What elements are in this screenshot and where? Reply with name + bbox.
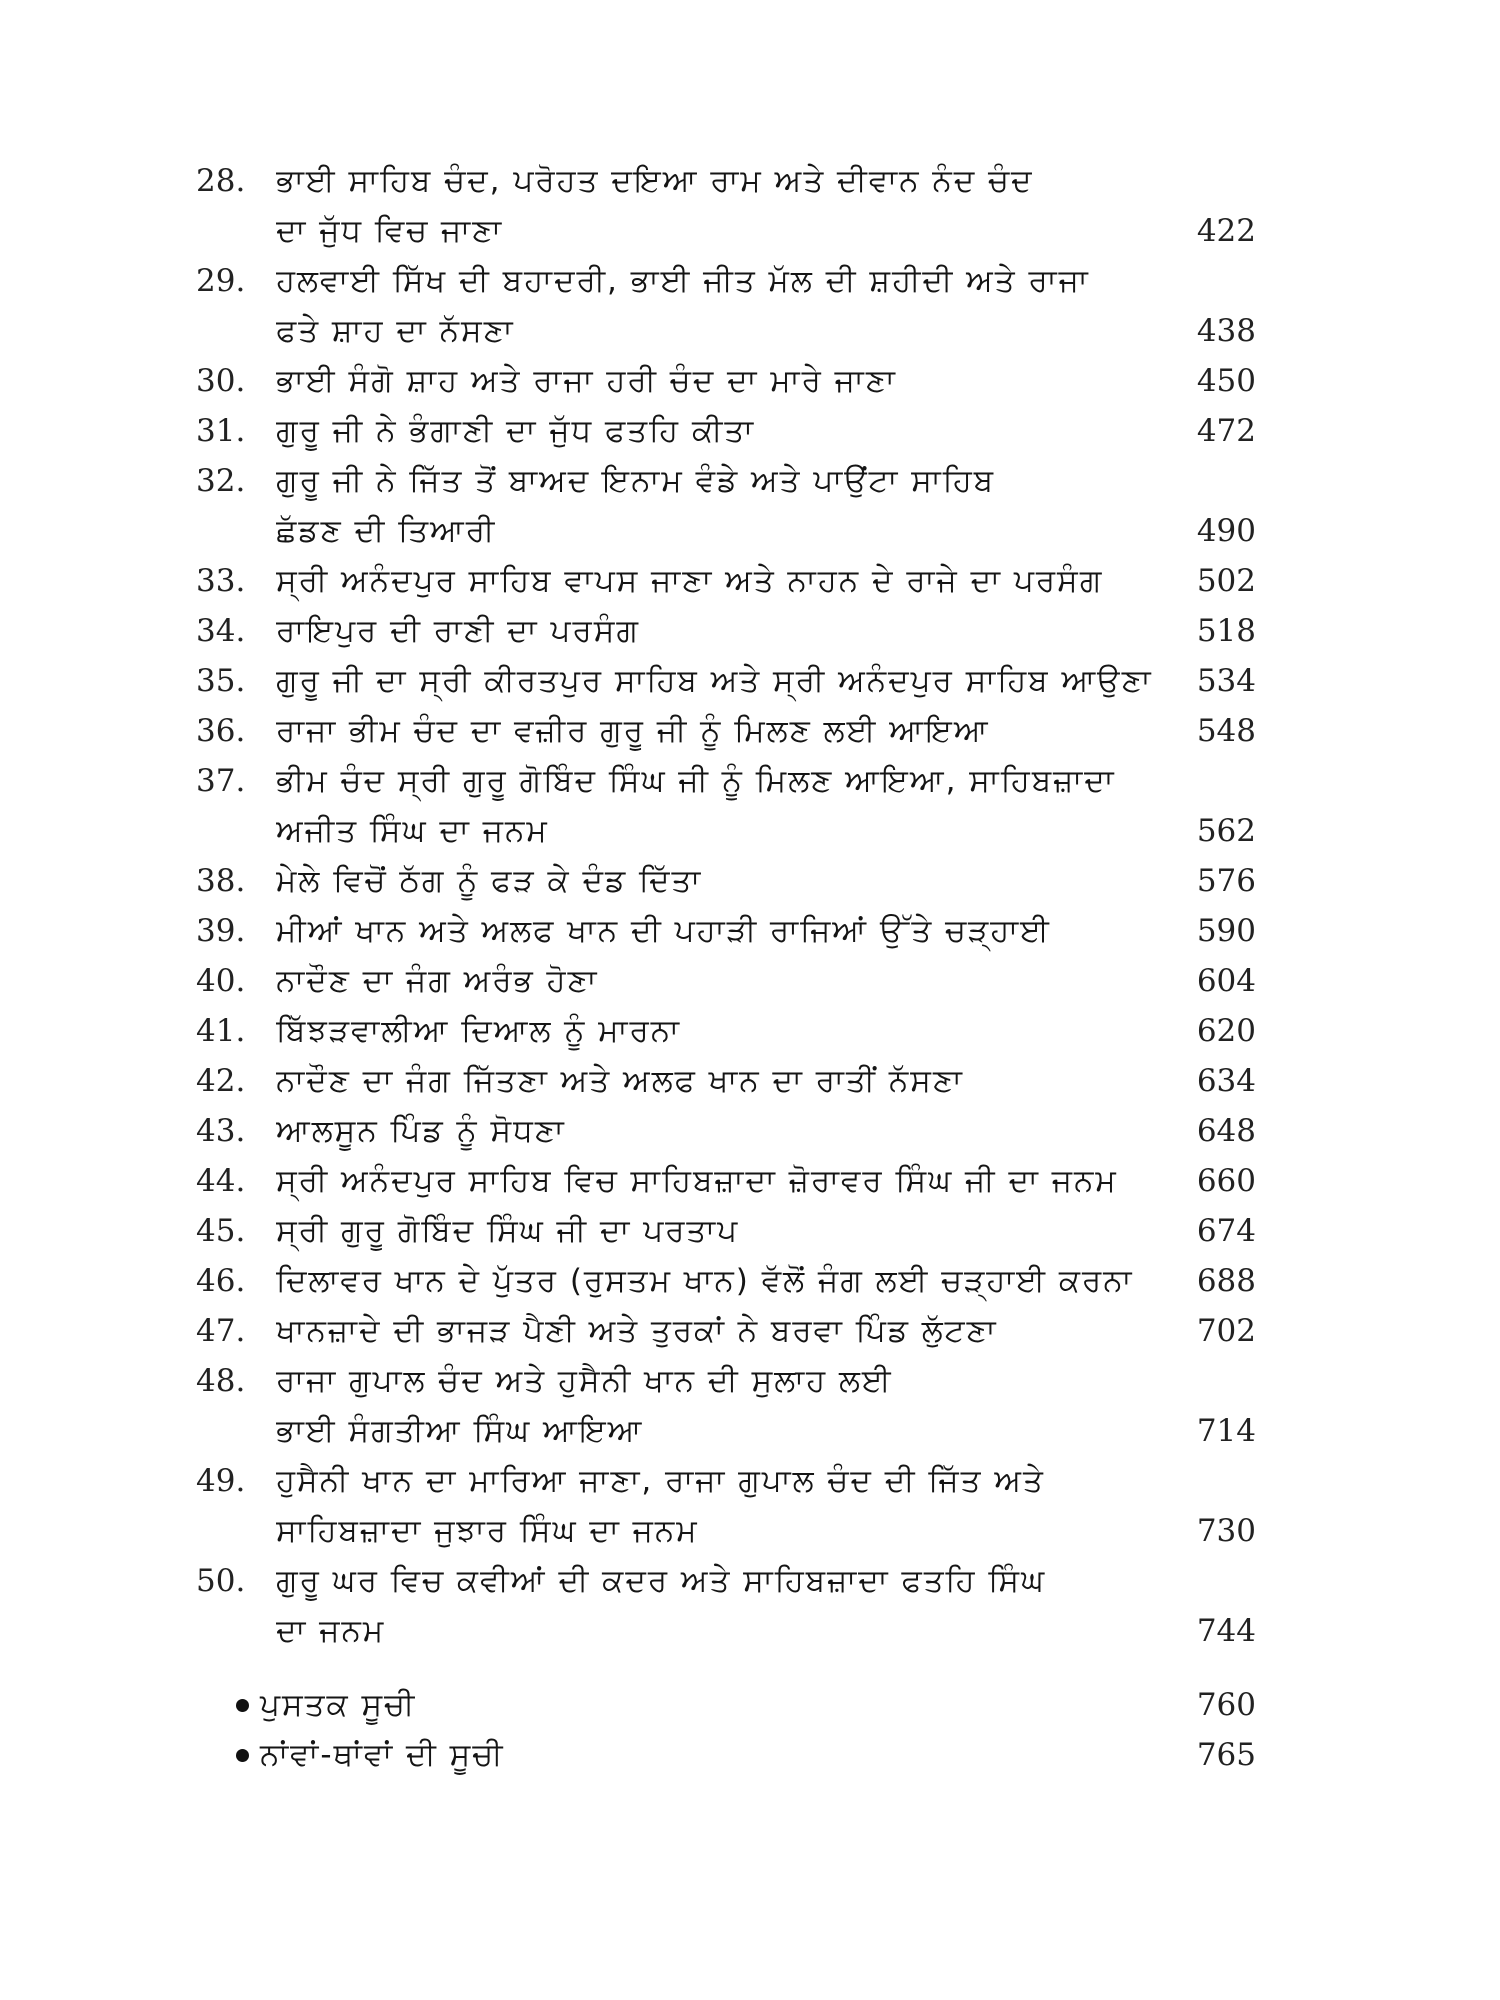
- entry-title-continued: ਅਜੀਤ ਸਿੰਘ ਦਾ ਜਨਮ: [276, 813, 549, 849]
- entry-number: 48.: [196, 1363, 246, 1399]
- toc-entry: [196, 1556, 1256, 1656]
- entry-title: ਸ੍ਰੀ ਗੁਰੂ ਗੋਬਿੰਦ ਸਿੰਘ ਜੀ ਦਾ ਪਰਤਾਪ: [276, 1213, 740, 1249]
- entry-title: ਨਾਦੌਣ ਦਾ ਜੰਗ ਅਰੰਭ ਹੋਣਾ: [276, 963, 599, 999]
- entry-title: ਰਾਜਾ ਗੁਪਾਲ ਚੰਦ ਅਤੇ ਹੁਸੈਨੀ ਖਾਨ ਦੀ ਸੁਲਾਹ ਲਈ: [276, 1363, 893, 1399]
- toc-entry: [196, 1006, 1256, 1056]
- entry-page-number: 450: [1196, 363, 1256, 399]
- entry-number: 40.: [196, 963, 246, 999]
- toc-entry: [196, 256, 1256, 356]
- toc-entry: [196, 456, 1256, 556]
- entry-title-continued: ਭਾਈ ਸੰਗਤੀਆ ਸਿੰਘ ਆਇਆ: [276, 1413, 644, 1449]
- toc-entry: [196, 606, 1256, 656]
- toc-entry: [196, 556, 1256, 606]
- bullet-icon: [236, 1699, 249, 1712]
- entry-page-number: 648: [1196, 1113, 1256, 1149]
- appendix-title: ਨਾਂਵਾਂ-ਥਾਂਵਾਂ ਦੀ ਸੂਚੀ: [260, 1737, 505, 1773]
- toc-entry: [196, 1356, 1256, 1456]
- toc-entry: [196, 756, 1256, 856]
- toc-entry: [196, 856, 1256, 906]
- entry-number: 37.: [196, 763, 246, 799]
- entry-title: ਰਾਜਾ ਭੀਮ ਚੰਦ ਦਾ ਵਜ਼ੀਰ ਗੁਰੂ ਜੀ ਨੂੰ ਮਿਲਣ ਲਈ ਆਇਆ: [276, 713, 990, 749]
- toc-entry: [196, 156, 1256, 256]
- entry-number: 45.: [196, 1213, 246, 1249]
- entry-title: ਭੀਮ ਚੰਦ ਸ੍ਰੀ ਗੁਰੂ ਗੋਬਿੰਦ ਸਿੰਘ ਜੀ ਨੂੰ ਮਿਲਣ ਆਇਆ, ਸਾਹਿਬਜ਼ਾਦਾ: [276, 763, 1116, 799]
- toc-entry: [196, 1456, 1256, 1556]
- appendix-page-number: 760: [1196, 1687, 1256, 1723]
- entry-title: ਮੀਆਂ ਖਾਨ ਅਤੇ ਅਲਫ ਖਾਨ ਦੀ ਪਹਾੜੀ ਰਾਜਿਆਂ ਉੱਤੇ ਚੜ੍ਹਾਈ: [276, 913, 1051, 949]
- entry-page-number: 702: [1196, 1313, 1256, 1349]
- entry-number: 38.: [196, 863, 246, 899]
- toc-entry: [196, 1156, 1256, 1206]
- entry-page-number: 590: [1196, 913, 1256, 949]
- entry-page-number: 620: [1196, 1013, 1256, 1049]
- entry-page-number: 688: [1196, 1263, 1256, 1299]
- toc-entry: [196, 906, 1256, 956]
- entry-number: 49.: [196, 1463, 246, 1499]
- toc-entry: [196, 956, 1256, 1006]
- entry-number: 33.: [196, 563, 246, 599]
- entry-title: ਹਲਵਾਈ ਸਿੱਖ ਦੀ ਬਹਾਦਰੀ, ਭਾਈ ਜੀਤ ਮੱਲ ਦੀ ਸ਼ਹੀਦੀ ਅਤੇ ਰਾਜਾ: [276, 263, 1090, 299]
- bullet-icon: [236, 1749, 249, 1762]
- entry-title-continued: ਫਤੇ ਸ਼ਾਹ ਦਾ ਨੱਸਣਾ: [276, 313, 515, 349]
- toc-entry: [196, 706, 1256, 756]
- entry-page-number: 438: [1196, 313, 1256, 349]
- entry-title: ਆਲਸੂਨ ਪਿੰਡ ਨੂੰ ਸੋਧਣਾ: [276, 1113, 566, 1149]
- entry-title: ਰਾਇਪੁਰ ਦੀ ਰਾਣੀ ਦਾ ਪਰਸੰਗ: [276, 613, 640, 649]
- entry-number: 35.: [196, 663, 246, 699]
- entry-page-number: 730: [1196, 1513, 1256, 1549]
- entry-title-continued: ਦਾ ਜੁੱਧ ਵਿਚ ਜਾਣਾ: [276, 213, 504, 249]
- toc-entry: [196, 1206, 1256, 1256]
- toc-entry: [196, 1256, 1256, 1306]
- appendix-item: [236, 1680, 1256, 1730]
- entry-title: ਹੁਸੈਨੀ ਖਾਨ ਦਾ ਮਾਰਿਆ ਜਾਣਾ, ਰਾਜਾ ਗੁਪਾਲ ਚੰਦ ਦੀ ਜਿੱਤ ਅਤੇ: [276, 1463, 1045, 1499]
- entry-number: 28.: [196, 163, 246, 199]
- entry-title: ਗੁਰੂ ਜੀ ਨੇ ਜਿੱਤ ਤੋਂ ਬਾਅਦ ਇਨਾਮ ਵੰਡੇ ਅਤੇ ਪਾਉਂਟਾ ਸਾਹਿਬ: [276, 463, 996, 499]
- entry-title: ਬਿੱਝੜਵਾਲੀਆ ਦਿਆਲ ਨੂੰ ਮਾਰਨਾ: [276, 1013, 681, 1049]
- entry-title: ਗੁਰੂ ਜੀ ਨੇ ਭੰਗਾਣੀ ਦਾ ਜੁੱਧ ਫਤਹਿ ਕੀਤਾ: [276, 413, 756, 449]
- entry-page-number: 534: [1196, 663, 1256, 699]
- entry-number: 43.: [196, 1113, 246, 1149]
- entry-number: 42.: [196, 1063, 246, 1099]
- entry-page-number: 518: [1196, 613, 1256, 649]
- entry-page-number: 604: [1196, 963, 1256, 999]
- entry-title-continued: ਦਾ ਜਨਮ: [276, 1613, 386, 1649]
- entry-title: ਭਾਈ ਸਾਹਿਬ ਚੰਦ, ਪਰੋਹਤ ਦਇਆ ਰਾਮ ਅਤੇ ਦੀਵਾਨ ਨੰਦ ਚੰਦ: [276, 163, 1034, 199]
- entry-title-continued: ਛੱਡਣ ਦੀ ਤਿਆਰੀ: [276, 513, 497, 549]
- appendix-page-number: 765: [1196, 1737, 1256, 1773]
- entry-number: 31.: [196, 413, 246, 449]
- entry-page-number: 502: [1196, 563, 1256, 599]
- entry-title: ਨਾਦੌਣ ਦਾ ਜੰਗ ਜਿੱਤਣਾ ਅਤੇ ਅਲਫ ਖਾਨ ਦਾ ਰਾਤੀਂ ਨੱਸਣਾ: [276, 1063, 964, 1099]
- entry-title: ਸ੍ਰੀ ਅਨੰਦਪੁਰ ਸਾਹਿਬ ਵਿਚ ਸਾਹਿਬਜ਼ਾਦਾ ਜ਼ੋਰਾਵਰ ਸਿੰਘ ਜੀ ਦਾ ਜਨਮ: [276, 1163, 1118, 1199]
- entry-title: ਖਾਨਜ਼ਾਦੇ ਦੀ ਭਾਜੜ ਪੈਣੀ ਅਤੇ ਤੁਰਕਾਂ ਨੇ ਬਰਵਾ ਪਿੰਡ ਲੁੱਟਣਾ: [276, 1313, 998, 1349]
- entry-page-number: 634: [1196, 1063, 1256, 1099]
- entry-number: 29.: [196, 263, 246, 299]
- entry-title: ਸ੍ਰੀ ਅਨੰਦਪੁਰ ਸਾਹਿਬ ਵਾਪਸ ਜਾਣਾ ਅਤੇ ਨਾਹਨ ਦੇ ਰਾਜੇ ਦਾ ਪਰਸੰਗ: [276, 563, 1104, 599]
- entry-title: ਦਿਲਾਵਰ ਖਾਨ ਦੇ ਪੁੱਤਰ (ਰੁਸਤਮ ਖਾਨ) ਵੱਲੋਂ ਜੰਗ ਲਈ ਚੜ੍ਹਾਈ ਕਰਨਾ: [276, 1263, 1134, 1299]
- entry-number: 30.: [196, 363, 246, 399]
- entry-page-number: 744: [1196, 1613, 1256, 1649]
- entry-number: 44.: [196, 1163, 246, 1199]
- entry-page-number: 548: [1196, 713, 1256, 749]
- entry-number: 46.: [196, 1263, 246, 1299]
- entry-page-number: 714: [1196, 1413, 1256, 1449]
- entry-page-number: 490: [1196, 513, 1256, 549]
- entry-number: 41.: [196, 1013, 246, 1049]
- entry-page-number: 422: [1196, 213, 1256, 249]
- entry-page-number: 660: [1196, 1163, 1256, 1199]
- table-of-contents: [196, 156, 1256, 1656]
- entry-title: ਗੁਰੂ ਘਰ ਵਿਚ ਕਵੀਆਂ ਦੀ ਕਦਰ ਅਤੇ ਸਾਹਿਬਜ਼ਾਦਾ ਫਤਹਿ ਸਿੰਘ: [276, 1563, 1047, 1599]
- entry-number: 50.: [196, 1563, 246, 1599]
- toc-entry: [196, 406, 1256, 456]
- toc-entry: [196, 1306, 1256, 1356]
- appendix-title: ਪੁਸਤਕ ਸੂਚੀ: [260, 1687, 417, 1723]
- entry-number: 36.: [196, 713, 246, 749]
- entry-page-number: 674: [1196, 1213, 1256, 1249]
- entry-title: ਭਾਈ ਸੰਗੋ ਸ਼ਾਹ ਅਤੇ ਰਾਜਾ ਹਰੀ ਚੰਦ ਦਾ ਮਾਰੇ ਜਾਣਾ: [276, 363, 897, 399]
- appendix-item: [236, 1730, 1256, 1780]
- entry-title: ਗੁਰੂ ਜੀ ਦਾ ਸ੍ਰੀ ਕੀਰਤਪੁਰ ਸਾਹਿਬ ਅਤੇ ਸ੍ਰੀ ਅਨੰਦਪੁਰ ਸਾਹਿਬ ਆਉਣਾ: [276, 663, 1153, 699]
- entry-page-number: 472: [1196, 413, 1256, 449]
- entry-page-number: 562: [1196, 813, 1256, 849]
- toc-entry: [196, 1056, 1256, 1106]
- toc-entry: [196, 356, 1256, 406]
- entry-number: 34.: [196, 613, 246, 649]
- entry-page-number: 576: [1196, 863, 1256, 899]
- toc-entry: [196, 1106, 1256, 1156]
- entry-title: ਮੇਲੇ ਵਿਚੋਂ ਠੱਗ ਨੂੰ ਫੜ ਕੇ ਦੰਡ ਦਿੱਤਾ: [276, 863, 703, 899]
- entry-title-continued: ਸਾਹਿਬਜ਼ਾਦਾ ਜੁਝਾਰ ਸਿੰਘ ਦਾ ਜਨਮ: [276, 1513, 699, 1549]
- entry-number: 32.: [196, 463, 246, 499]
- appendix-list: [236, 1680, 1256, 1780]
- toc-entry: [196, 656, 1256, 706]
- entry-number: 39.: [196, 913, 246, 949]
- entry-number: 47.: [196, 1313, 246, 1349]
